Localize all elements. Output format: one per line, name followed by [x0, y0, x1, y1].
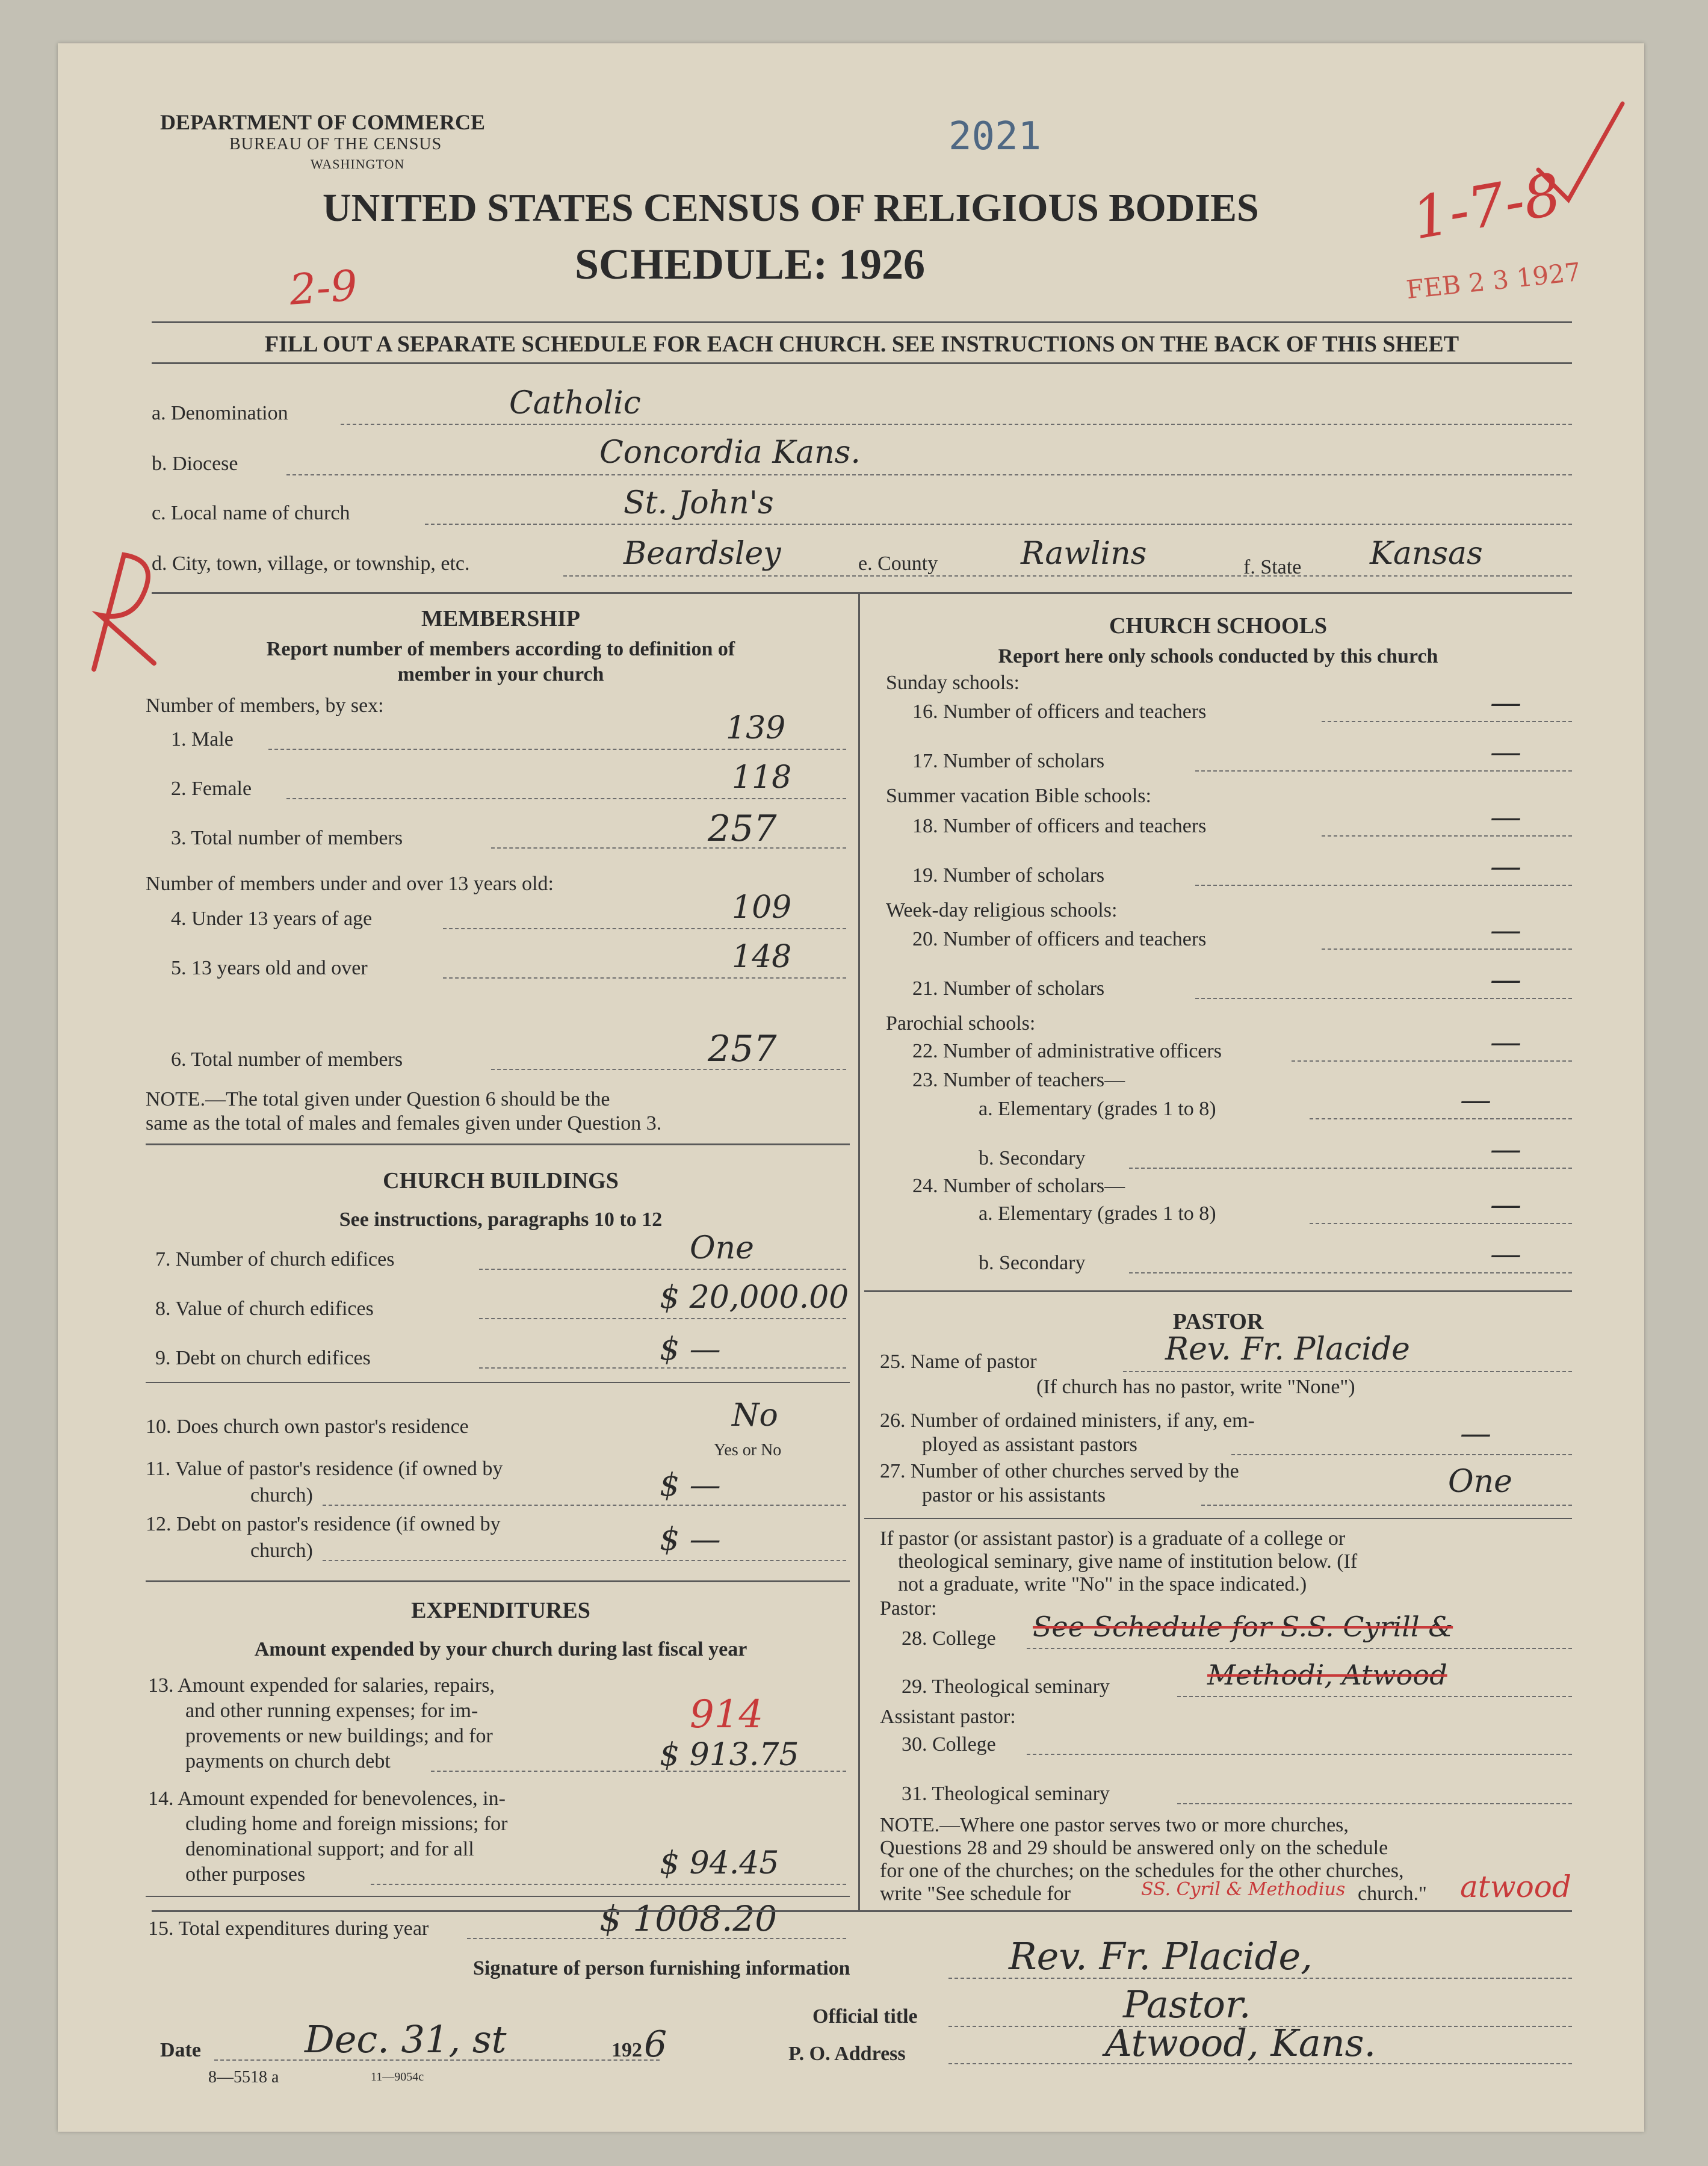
parochial-schools-label: Parochial schools: — [886, 1012, 1036, 1035]
q5-over13-value: 148 — [732, 939, 792, 975]
q13-label-b: and other running expenses; for im- — [185, 1700, 478, 1722]
q24b-label: b. Secondary — [979, 1252, 1086, 1274]
q24b-value: — — [1490, 1236, 1521, 1272]
q21-value: — — [1490, 962, 1521, 998]
q16-value: — — [1490, 685, 1521, 721]
q18-value: — — [1490, 799, 1521, 835]
pastor-note-red-atwood: atwood — [1460, 1869, 1571, 1904]
q18-label: 18. Number of officers and teachers — [912, 815, 1207, 837]
date-value: Dec. 31, st — [305, 2017, 507, 2061]
q7-edifices-label: 7. Number of church edifices — [155, 1248, 395, 1270]
q19-value: — — [1490, 849, 1521, 885]
expenditures-sub: Amount expended by your church during last fiscal year — [254, 1638, 747, 1660]
form-number-stamp: 2021 — [948, 114, 1042, 159]
q26-label-b: ployed as assistant pastors — [922, 1434, 1137, 1456]
header-rule — [152, 321, 1572, 323]
q1-male-value: 139 — [726, 710, 786, 746]
q24-label: 24. Number of scholars— — [912, 1175, 1125, 1197]
diocese-value: Concordia Kans. — [599, 435, 861, 471]
q23b-value: — — [1490, 1131, 1521, 1168]
county-value: Rawlins — [1021, 536, 1147, 572]
q14-label-b: cluding home and foreign missions; for — [185, 1813, 508, 1835]
pastor-note-4b: church." — [1358, 1883, 1427, 1905]
q4-under13-label: 4. Under 13 years of age — [171, 908, 373, 930]
year-suffix: 6 — [644, 2023, 667, 2065]
q15-value: $ 1008.20 — [599, 1898, 778, 1939]
q7-edifices-value: One — [690, 1230, 754, 1266]
bureau-label: BUREAU OF THE CENSUS — [229, 135, 442, 153]
members-by-sex-label: Number of members, by sex: — [146, 695, 384, 717]
q9-debt-value: $ — — [660, 1331, 721, 1367]
expenditures-heading: EXPENDITURES — [411, 1598, 590, 1623]
q20-value: — — [1490, 912, 1521, 948]
q28-label: 28. College — [902, 1627, 996, 1650]
sunday-schools-label: Sunday schools: — [886, 672, 1020, 694]
weekday-schools-label: Week-day religious schools: — [886, 899, 1118, 921]
q25-value: Rev. Fr. Placide — [1165, 1331, 1410, 1367]
q14-value: $ 94.45 — [660, 1845, 779, 1881]
diocese-label: b. Diocese — [152, 453, 238, 475]
q1-male-label: 1. Male — [171, 728, 234, 750]
pastor-note-4a: write "See schedule for — [880, 1883, 1071, 1905]
q14-label-a: 14. Amount expended for benevolences, in- — [148, 1787, 506, 1810]
q30-label: 30. College — [902, 1733, 996, 1756]
signature-value: Rev. Fr. Placide, — [1009, 1934, 1313, 1978]
q11-label-b: church) — [250, 1484, 313, 1506]
members-by-age-label: Number of members under and over 13 years old: — [146, 873, 554, 895]
pastor-note-3: for one of the churches; on the schedules for the other churches, — [880, 1860, 1404, 1882]
q17-value: — — [1490, 734, 1521, 770]
date-label: Date — [160, 2039, 201, 2061]
county-label: e. County — [858, 552, 938, 575]
q29-label: 29. Theological seminary — [902, 1676, 1110, 1698]
summer-schools-label: Summer vacation Bible schools: — [886, 785, 1151, 807]
official-title-value: Pastor. — [1123, 1982, 1251, 2026]
q15-label: 15. Total expenditures during year — [148, 1917, 429, 1940]
schools-heading: CHURCH SCHOOLS — [1109, 613, 1328, 639]
local-name-value: St. John's — [623, 485, 774, 521]
instruction-banner: FILL OUT A SEPARATE SCHEDULE FOR EACH CHURCH. SEE INSTRUCTIONS ON THE BACK OF THIS SHEET — [264, 332, 1459, 357]
schedule-title: SCHEDULE: 1926 — [574, 240, 926, 288]
header-rule-2 — [152, 362, 1572, 364]
q24a-value: — — [1490, 1187, 1521, 1223]
q6-total-label: 6. Total number of members — [171, 1048, 403, 1071]
q23a-label: a. Elementary (grades 1 to 8) — [979, 1098, 1216, 1120]
q23-label: 23. Number of teachers— — [912, 1069, 1125, 1091]
schools-sub: Report here only schools conducted by this church — [998, 645, 1438, 667]
q24a-label: a. Elementary (grades 1 to 8) — [979, 1202, 1216, 1225]
q25-note: (If church has no pastor, write "None") — [1036, 1376, 1355, 1398]
city-town-value: Beardsley — [623, 536, 781, 572]
pastor-sublabel: Pastor: — [880, 1597, 937, 1620]
membership-sub2: member in your church — [397, 663, 604, 685]
q10-residence-value: No — [732, 1397, 778, 1434]
print-code: 11—9054c — [371, 2070, 424, 2084]
q12-label-b: church) — [250, 1539, 313, 1562]
q3-total-value: 257 — [708, 808, 777, 850]
pastor-note-2: Questions 28 and 29 should be answered only on the schedule — [880, 1837, 1388, 1859]
pastor-note-1: NOTE.—Where one pastor serves two or more churches, — [880, 1814, 1349, 1836]
grad-text-1: If pastor (or assistant pastor) is a graduate of a college or — [880, 1527, 1346, 1550]
denomination-value: Catholic — [509, 385, 641, 421]
q14-label-c: denominational support; and for all — [185, 1838, 474, 1860]
red-check-mark — [1532, 97, 1629, 206]
buildings-heading: CHURCH BUILDINGS — [383, 1168, 619, 1193]
q19-label: 19. Number of scholars — [912, 864, 1105, 887]
q23a-value: — — [1460, 1082, 1491, 1118]
red-pencil-code: 1-7-8 — [1407, 160, 1566, 253]
grad-text-3: not a graduate, write "No" in the space indicated.) — [898, 1573, 1307, 1595]
grad-text-2: theological seminary, give name of institution below. (If — [898, 1550, 1358, 1573]
membership-note-1: NOTE.—The total given under Question 6 should be the — [146, 1088, 610, 1110]
pastor-heading: PASTOR — [1172, 1309, 1264, 1334]
q22-value: — — [1490, 1024, 1521, 1060]
q20-label: 20. Number of officers and teachers — [912, 928, 1207, 950]
q2-female-value: 118 — [732, 760, 792, 796]
buildings-sub: See instructions, paragraphs 10 to 12 — [339, 1208, 663, 1231]
po-address-label: P. O. Address — [788, 2043, 906, 2065]
denomination-label: a. Denomination — [152, 402, 288, 424]
state-label: f. State — [1243, 556, 1302, 578]
year-prefix: 192 — [611, 2039, 642, 2061]
q8-value-label: 8. Value of church edifices — [155, 1298, 374, 1320]
q16-label: 16. Number of officers and teachers — [912, 701, 1207, 723]
po-address-value: Atwood, Kans. — [1105, 2021, 1376, 2065]
q21-label: 21. Number of scholars — [912, 977, 1105, 1000]
q13-label-c: provements or new buildings; and for — [185, 1725, 493, 1747]
yes-no-caption: Yes or No — [714, 1441, 782, 1459]
local-name-label: c. Local name of church — [152, 502, 350, 524]
q3-total-label: 3. Total number of members — [171, 827, 403, 849]
membership-note-2: same as the total of males and females given under Question 3. — [146, 1112, 662, 1134]
city-label: WASHINGTON — [311, 156, 405, 172]
q11-value: $ — — [660, 1467, 721, 1503]
q12-label-a: 12. Debt on pastor's residence (if owned by — [146, 1513, 501, 1535]
q12-value: $ — — [660, 1521, 721, 1558]
q22-label: 22. Number of administrative officers — [912, 1040, 1222, 1062]
department-label: DEPARTMENT OF COMMERCE — [160, 110, 486, 134]
q26-value: — — [1460, 1416, 1491, 1452]
q26-label-a: 26. Number of ordained ministers, if any, em- — [880, 1409, 1255, 1432]
form-title: UNITED STATES CENSUS OF RELIGIOUS BODIES — [323, 186, 1259, 230]
received-date-stamp: FEB 2 3 1927 — [1405, 256, 1582, 305]
q27-label-a: 27. Number of other churches served by the — [880, 1460, 1239, 1482]
q6-total-value: 257 — [708, 1028, 777, 1070]
q17-label: 17. Number of scholars — [912, 750, 1105, 772]
q27-label-b: pastor or his assistants — [922, 1484, 1106, 1506]
form-code: 8—5518 a — [208, 2068, 279, 2087]
column-divider — [858, 592, 860, 1910]
q31-label: 31. Theological seminary — [902, 1783, 1110, 1805]
assistant-pastor-sublabel: Assistant pastor: — [880, 1706, 1016, 1728]
q13-label-d: payments on church debt — [185, 1750, 391, 1772]
state-value: Kansas — [1370, 536, 1483, 572]
q14-label-d: other purposes — [185, 1863, 306, 1886]
q13-value: $ 913.75 — [660, 1737, 799, 1773]
city-town-label: d. City, town, village, or township, etc. — [152, 552, 470, 575]
pastor-note-red-fill: SS. Cyril & Methodius — [1141, 1879, 1346, 1900]
red-r-mark — [58, 543, 160, 675]
q5-over13-label: 5. 13 years old and over — [171, 957, 368, 979]
q4-under13-value: 109 — [732, 890, 792, 926]
q9-debt-label: 9. Debt on church edifices — [155, 1347, 371, 1369]
signature-label: Signature of person furnishing information — [473, 1957, 850, 1979]
q27-value: One — [1448, 1464, 1512, 1500]
q23b-label: b. Secondary — [979, 1147, 1086, 1169]
q13-label-a: 13. Amount expended for salaries, repairs, — [148, 1674, 495, 1697]
q13-red-correction: 914 — [690, 1692, 764, 1737]
official-title-label: Official title — [812, 2005, 918, 2028]
membership-sub1: Report number of members according to definition of — [266, 638, 735, 660]
q25-label: 25. Name of pastor — [880, 1351, 1037, 1373]
membership-heading: MEMBERSHIP — [421, 606, 580, 631]
census-schedule-sheet — [58, 43, 1644, 2132]
q11-label-a: 11. Value of pastor's residence (if owned by — [146, 1458, 503, 1480]
red-pencil-code-2: 2-9 — [288, 261, 359, 315]
q10-residence-label: 10. Does church own pastor's residence — [146, 1416, 469, 1438]
q8-value-value: $ 20,000.00 — [660, 1279, 849, 1316]
q2-female-label: 2. Female — [171, 778, 252, 800]
q28-value: See Schedule for S.S. Cyrill & — [1033, 1611, 1453, 1643]
q29-value: Methodi, Atwood — [1207, 1659, 1447, 1691]
